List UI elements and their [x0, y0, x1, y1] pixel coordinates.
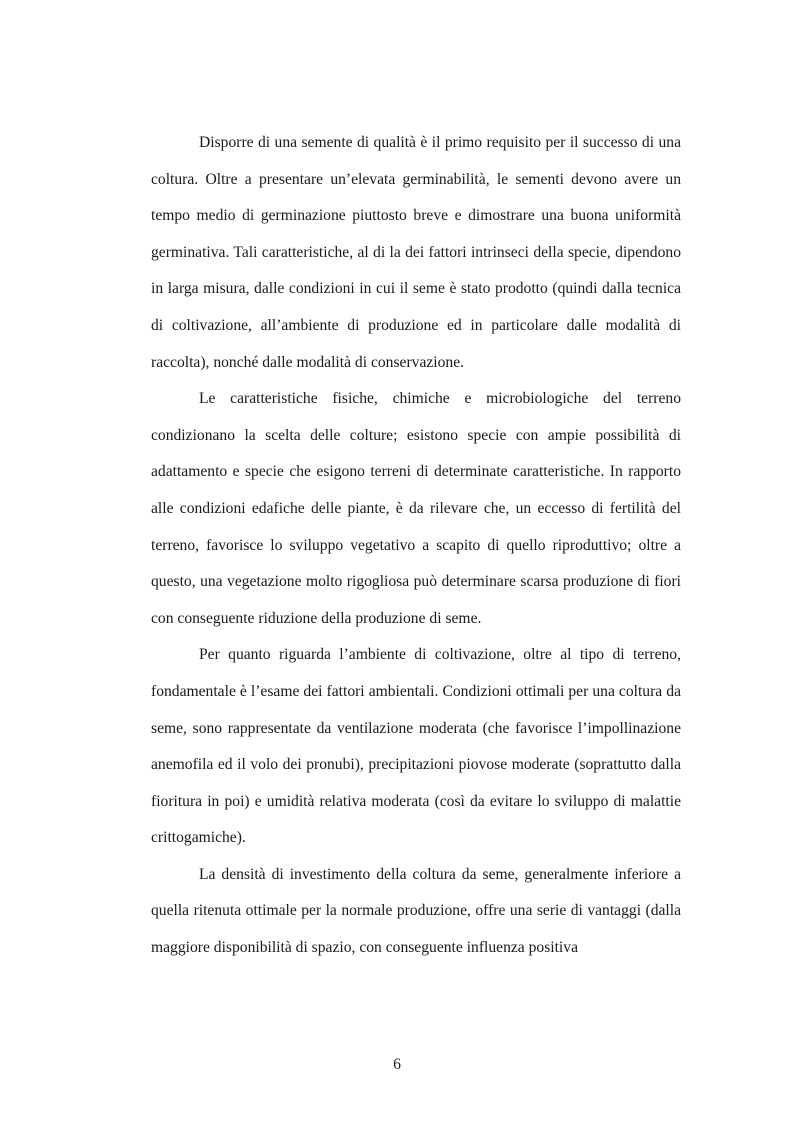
paragraph-planting-density: La densità di investimento della coltura da seme, generalmente inferiore a quella ritenuta ottimale per la normale produzione, offre una serie di vantaggi (dalla maggiore disponibilità di spazio, con conseguente influenza positiva [151, 865, 681, 957]
body-text [151, 125, 681, 967]
paragraph-cultivation-environment: Per quanto riguarda l’ambiente di coltivazione, oltre al tipo di terreno, fondamentale è l’esame dei fattori ambientali. Condizioni ottimali per una coltura da seme, sono rappresentate da ventilazione moderata (che favorisce l’impollinazione anemofila ed il volo dei pronubi), precipitazioni piovose moderate (soprattutto dalla fioritura in poi) e umidità relativa moderata (così da evitare lo sviluppo di malattie crittogamiche). [151, 646, 681, 847]
paragraph-seed-quality: Disporre di una semente di qualità è il primo requisito per il successo di una coltura. Oltre a presentare un’elevata germinabilità, le sementi devono avere un tempo medio di germinazione piuttosto breve e dimostrare una buona uniformità germinativa. Tali caratteristiche, al di la dei fattori intrinseci della specie, dipendono in larga misura, dalle condizioni in cui il seme è stato prodotto (quindi dalla tecnica di coltivazione, all’ambiente di produzione ed in particolare dalle modalità di raccolta), nonché dalle modalità di conservazione. [151, 134, 681, 371]
page-number: 6 [393, 1056, 401, 1073]
paragraph-soil-characteristics: Le caratteristiche fisiche, chimiche e microbiologiche del terreno condizionano la scelta delle colture; esistono specie con ampie possibilità di adattamento e specie che esigono terreni di determinate caratteristiche. In rapporto alle condizioni edafiche delle piante, è da rilevare che, un eccesso di fertilità del terreno, favorisce lo sviluppo vegetativo a scapito di quello riproduttivo; oltre a questo, una vegetazione molto rigogliosa può determinare scarsa produzione di fiori con conseguente riduzione della produzione di seme. [151, 390, 681, 627]
